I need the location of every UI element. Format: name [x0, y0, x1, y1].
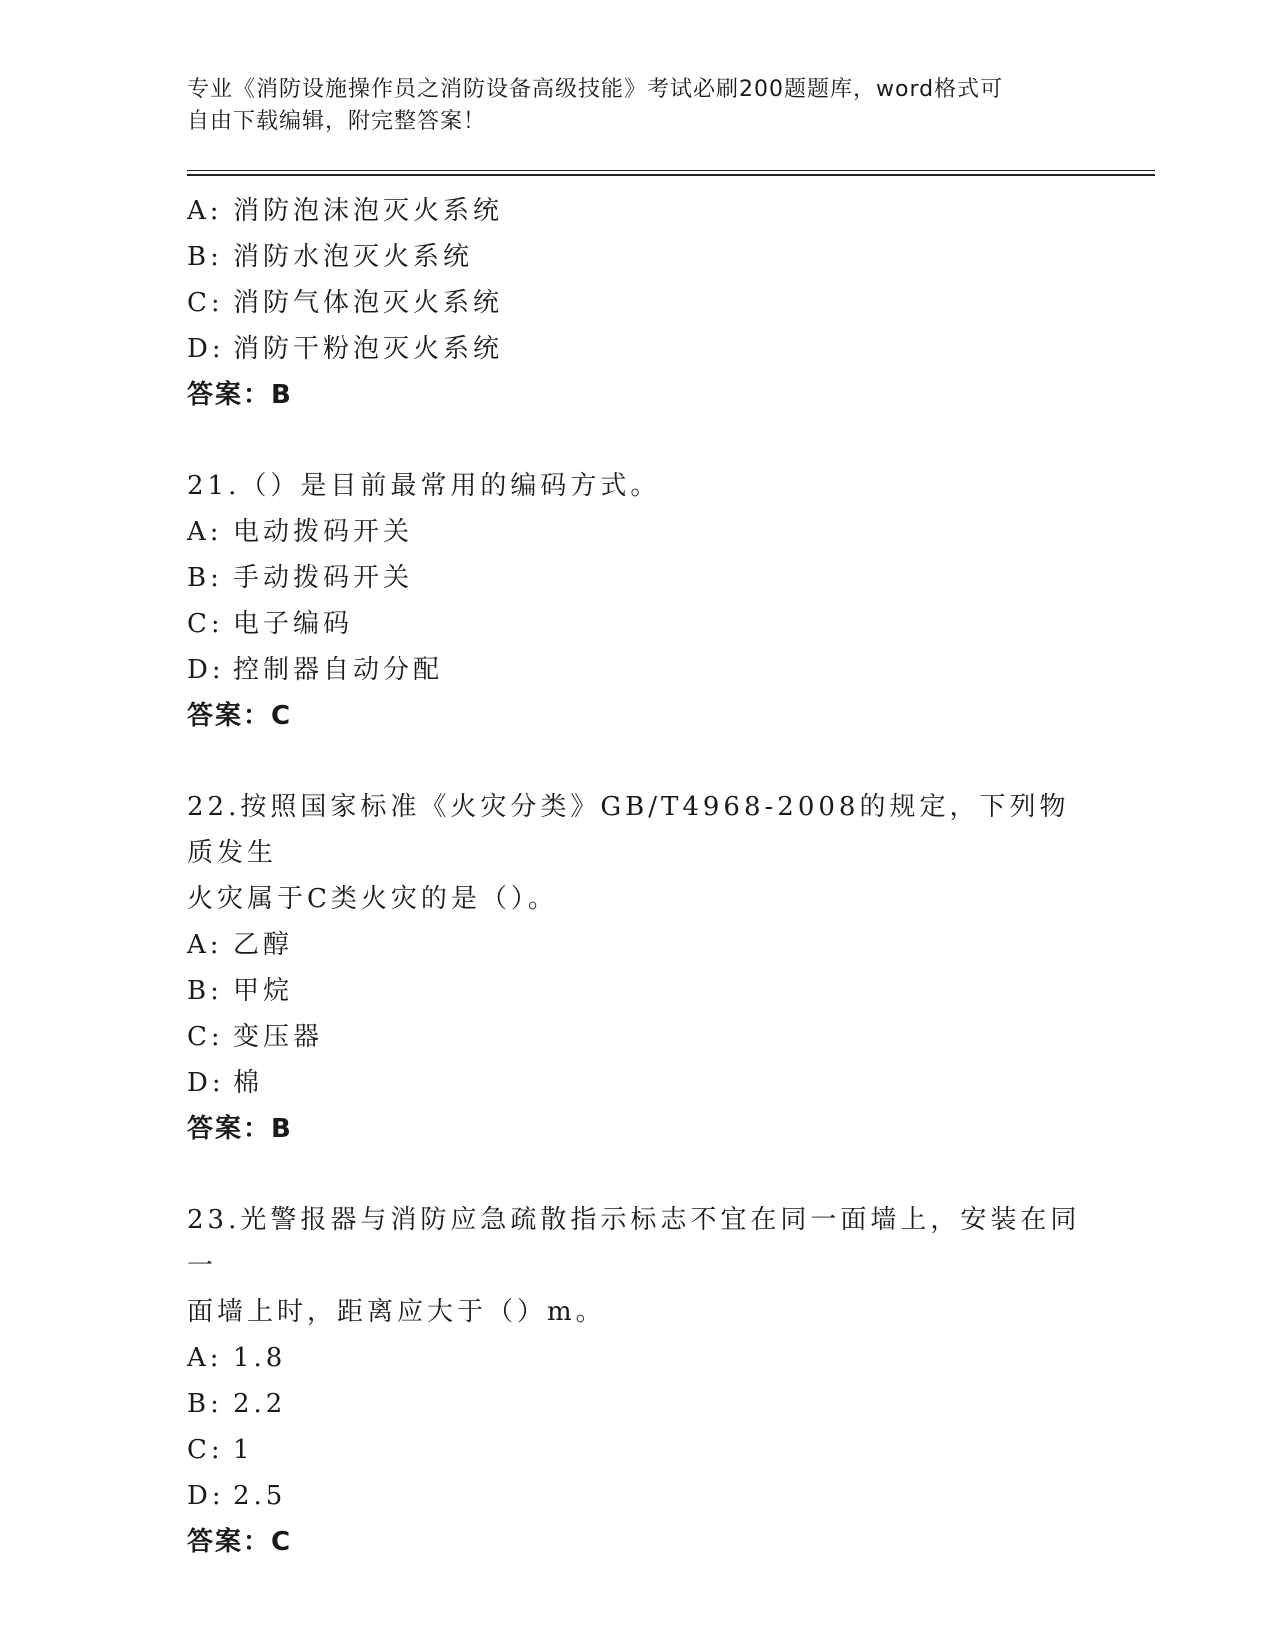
option-d — [187, 1473, 1087, 1519]
option-a — [187, 1335, 1087, 1381]
option-text: 消防气体泡灭火系统 — [233, 288, 504, 318]
option-letter: A: — [187, 1343, 223, 1373]
document-header — [187, 74, 1087, 138]
option-text: 棉 — [233, 1068, 264, 1098]
option-text: 1.8 — [233, 1343, 287, 1373]
option-letter: D: — [187, 1481, 225, 1511]
question-stem-continued: 面墙上时，距离应大于（）m。 — [187, 1297, 606, 1327]
header-line-2: 自由下载编辑，附完整答案！ — [187, 109, 487, 134]
option-text: 消防干粉泡灭火系统 — [233, 334, 504, 364]
option-text: 甲烷 — [233, 976, 294, 1006]
option-text: 控制器自动分配 — [233, 655, 444, 685]
option-text: 消防泡沫泡灭火系统 — [233, 196, 504, 226]
option-b — [187, 968, 1087, 1014]
option-a — [187, 922, 1087, 968]
option-a — [187, 188, 1087, 234]
option-a — [187, 509, 1087, 555]
option-d — [187, 647, 1087, 693]
question-stem-continued: 火灾属于C类火灾的是（）。 — [187, 884, 558, 914]
option-text: 手动拨码开关 — [233, 563, 414, 593]
answer-line: 答案：C — [187, 1527, 293, 1557]
option-letter: C: — [187, 288, 224, 318]
option-text: 1 — [233, 1435, 254, 1465]
option-letter: D: — [187, 334, 225, 364]
question-stem: 23.光警报器与消防应急疏散指示标志不宜在同一面墙上，安装在同一 — [187, 1205, 1081, 1281]
spacer — [187, 739, 1087, 784]
option-b — [187, 555, 1087, 601]
answer-line: 答案：B — [187, 380, 293, 410]
option-text: 2.2 — [233, 1389, 287, 1419]
answer-line: 答案：C — [187, 701, 293, 731]
option-c — [187, 280, 1087, 326]
header-divider-thick — [187, 174, 1155, 176]
option-c — [187, 1427, 1087, 1473]
option-b — [187, 234, 1087, 280]
option-text: 消防水泡灭火系统 — [233, 242, 474, 272]
option-letter: A: — [187, 517, 223, 547]
option-text: 电动拨码开关 — [233, 517, 414, 547]
spacer — [187, 418, 1087, 463]
option-text: 变压器 — [233, 1022, 324, 1052]
header-line-1: 专业《消防设施操作员之消防设备高级技能》考试必刷200题题库，word格式可 — [187, 77, 1004, 102]
question-content — [187, 188, 1087, 1565]
question-stem: 21.（）是目前最常用的编码方式。 — [187, 471, 661, 501]
option-letter: B: — [187, 242, 223, 272]
option-letter: C: — [187, 1022, 224, 1052]
question-stem: 22.按照国家标准《火灾分类》GB/T4968-2008的规定，下列物质发生 — [187, 792, 1070, 868]
spacer — [187, 1152, 1087, 1197]
answer-line: 答案：B — [187, 1114, 293, 1144]
option-letter: D: — [187, 655, 225, 685]
question-block-21 — [187, 463, 1087, 739]
option-letter: C: — [187, 609, 224, 639]
option-text: 2.5 — [233, 1481, 287, 1511]
option-text: 乙醇 — [233, 930, 294, 960]
option-text: 电子编码 — [233, 609, 354, 639]
option-letter: C: — [187, 1435, 224, 1465]
option-d — [187, 326, 1087, 372]
option-letter: B: — [187, 1389, 223, 1419]
option-letter: A: — [187, 930, 223, 960]
option-letter: B: — [187, 563, 223, 593]
option-b — [187, 1381, 1087, 1427]
option-letter: D: — [187, 1068, 225, 1098]
option-d — [187, 1060, 1087, 1106]
question-block-23 — [187, 1197, 1087, 1565]
option-c — [187, 601, 1087, 647]
option-c — [187, 1014, 1087, 1060]
question-block-22 — [187, 784, 1087, 1152]
question-block-20 — [187, 188, 1087, 418]
option-letter: A: — [187, 196, 223, 226]
option-letter: B: — [187, 976, 223, 1006]
header-divider-thin — [187, 170, 1155, 171]
